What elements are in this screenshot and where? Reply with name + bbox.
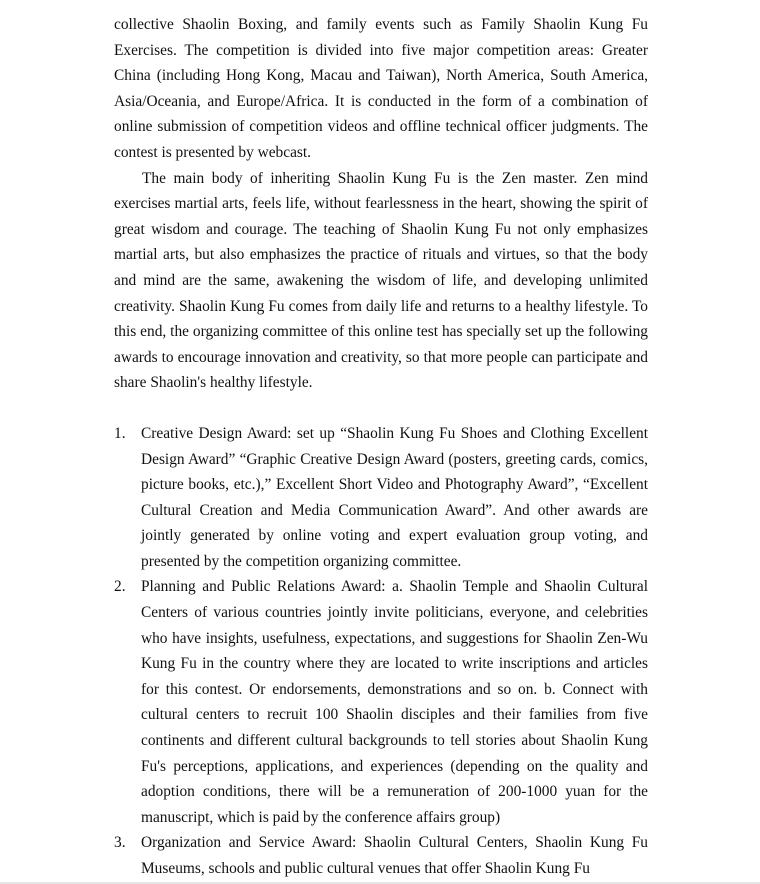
awards-list <box>114 421 648 882</box>
paragraph-spacer <box>114 396 648 421</box>
list-item <box>114 574 648 830</box>
list-item-number: 1. <box>114 424 126 442</box>
list-item-text: Creative Design Award: set up “Shaolin Kung Fu Shoes and Clothing Excellent Design Award” “Graphic Creative Design Award (posters, greeting cards, comics, picture books, etc.),” Excellent Short Video and Photography Award”, “Excellent Cultural Creation and Media Communication Award”. And other awards are jointly generated by online voting and expert evaluation group voting, and presented by the competition organizing committee. <box>141 424 648 570</box>
list-item-number: 2. <box>114 578 126 596</box>
list-item-number: 3. <box>114 834 126 852</box>
paragraph-competition-areas: collective Shaolin Boxing, and family events such as Family Shaolin Kung Fu Exercises. The competition is divided into five major competition areas: Greater China (including Hong Kong, Macau and Taiwan), North America, South America, Asia/Oceania, and Europe/Africa. It is conducted in the form of a combination of online submission of competition videos and offline technical officer judgments. The contest is presented by webcast. <box>114 16 648 161</box>
list-item-text: Organization and Service Award: Shaolin Cultural Centers, Shaolin Kung Fu Museums, schools and public cultural venues that offer Shaolin Kung Fu <box>141 834 648 877</box>
paragraph-zen-master: The main body of inheriting Shaolin Kung Fu is the Zen master. Zen mind exercises martial arts, feels life, without fearlessness in the heart, showing the spirit of great wisdom and courage. The teaching of Shaolin Kung Fu not only emphasizes martial arts, but also emphasizes the practice of rituals and virtues, so that the body and mind are the same, awakening the wisdom of life, and developing unlimited creativity. Shaolin Kung Fu comes from daily life and returns to a healthy lifestyle. To this end, the organizing committee of this online test has specially set up the following awards to encourage innovation and creativity, so that more people can participate and share Shaolin's healthy lifestyle. <box>114 169 648 392</box>
list-item <box>114 830 648 881</box>
list-item <box>114 421 648 575</box>
list-item-text: Planning and Public Relations Award: a. Shaolin Temple and Shaolin Cultural Centers of various countries jointly invite politicians, everyone, and celebrities who have insights, usefulness, expectations, and suggestions for Shaolin Zen-Wu Kung Fu in the country where they are located to write inscriptions and articles for this contest. Or endorsements, demonstrations and so on. b. Connect with cultural centers to recruit 100 Shaolin disciples and their families from five continents and different cultural backgrounds to tell stories about Shaolin Kung Fu's perceptions, applications, and experiences (depending on the quality and adoption conditions, there will be a remuneration of 200-1000 yuan for the manuscript, which is paid by the conference affairs group) <box>141 578 648 826</box>
